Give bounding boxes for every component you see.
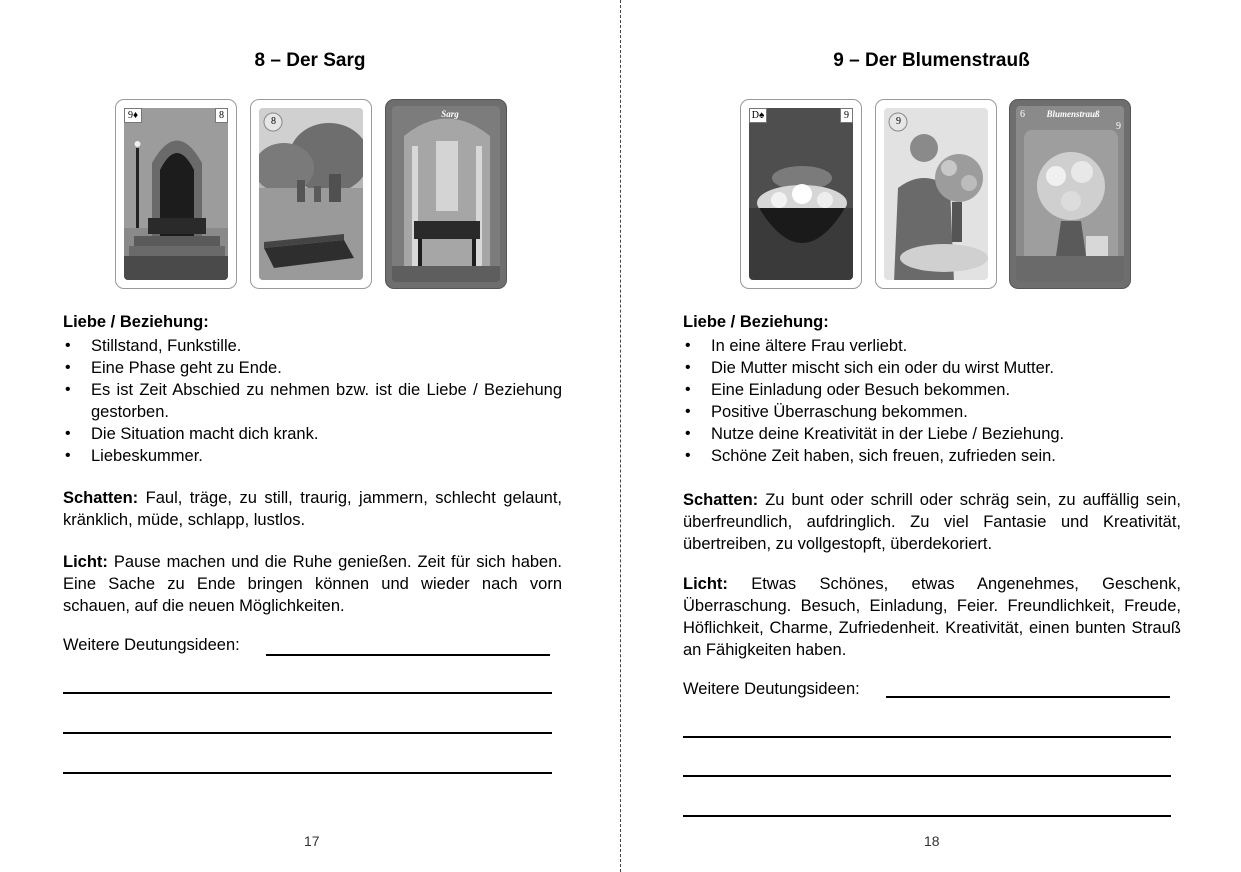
list-item: • Nutze deine Kreativität in der Liebe / Beziehung. [683, 423, 1181, 445]
write-line [886, 696, 1170, 698]
light-label: Licht: [63, 553, 108, 571]
list-item: • Eine Phase geht zu Ende. [63, 357, 562, 379]
section-heading: Liebe / Beziehung: [683, 313, 829, 331]
card-corner-right: 9 [840, 108, 853, 123]
card-badge: 8 [271, 116, 276, 127]
shadow-text: Faul, träge, zu still, traurig, jammern, schlecht gelaunt, kränklich, müde, schlapp, lustlos. [63, 489, 562, 529]
card-image [385, 99, 507, 289]
write-line [683, 815, 1171, 817]
shadow-text: Zu bunt oder schrill oder schräg sein, zu auffällig sein, überfreundlich, aufdringlich. Zu viel Fantasie und Kreativität, übertreiben, zu vollgestopft, überdekoriert. [683, 491, 1181, 553]
list-item: • Stillstand, Funkstille. [63, 335, 562, 357]
light-section [63, 551, 562, 617]
light-text: Pause machen und die Ruhe genießen. Zeit für sich haben. Eine Sache zu Ende bringen können und wieder nach vorn schauen, auf die neuen Möglichkeiten. [63, 553, 562, 615]
write-line [683, 775, 1171, 777]
page-left [0, 0, 620, 872]
write-line [683, 736, 1171, 738]
page-divider [620, 0, 621, 872]
card-image [250, 99, 372, 289]
section-heading: Liebe / Beziehung: [63, 313, 209, 331]
love-section [63, 311, 562, 467]
write-line [63, 732, 552, 734]
flower-bowl-icon [749, 108, 853, 280]
page-number: 17 [304, 833, 320, 849]
shadow-label: Schatten: [63, 489, 139, 507]
write-line [266, 654, 550, 656]
love-section [683, 311, 1181, 467]
card-image [875, 99, 997, 289]
page-number: 18 [924, 833, 940, 849]
light-section [683, 573, 1181, 661]
card-image [1009, 99, 1131, 289]
coffin-arch-icon [124, 108, 228, 280]
shadow-section [683, 489, 1181, 555]
card-corner-right: 8 [215, 108, 228, 123]
shadow-label: Schatten: [683, 491, 759, 509]
list-item: • Die Mutter mischt sich ein oder du wirst Mutter. [683, 357, 1181, 379]
light-label: Licht: [683, 575, 728, 593]
card-banner: Blumenstrauß [1046, 109, 1100, 119]
list-item: • Es ist Zeit Abschied zu nehmen bzw. ist die Liebe / Beziehung gestorben. [63, 379, 562, 423]
card-corner-left: 6 [1020, 109, 1025, 120]
coffin-graveyard-icon [259, 108, 363, 280]
write-line [63, 692, 552, 694]
list-item: • Schöne Zeit haben, sich freuen, zufrieden sein. [683, 445, 1181, 467]
flower-vase-icon [1016, 106, 1124, 282]
list-item: • Positive Überraschung bekommen. [683, 401, 1181, 423]
card-image [115, 99, 237, 289]
list-item: • Eine Einladung oder Besuch bekommen. [683, 379, 1181, 401]
further-ideas-label: Weitere Deutungsideen: [683, 680, 860, 698]
write-line [63, 772, 552, 774]
page-title: 8 – Der Sarg [254, 50, 366, 71]
list-item: • Liebeskummer. [63, 445, 562, 467]
shadow-section [63, 487, 562, 531]
card-image [740, 99, 862, 289]
page-right [622, 0, 1241, 872]
love-list [63, 335, 562, 467]
love-list [683, 335, 1181, 467]
page-title: 9 – Der Blumenstrauß [833, 50, 1030, 71]
card-badge: 9 [896, 116, 901, 127]
list-item: • Die Situation macht dich krank. [63, 423, 562, 445]
list-item: • In eine ältere Frau verliebt. [683, 335, 1181, 357]
card-banner: Sarg [441, 109, 459, 119]
light-text: Etwas Schönes, etwas Angenehmes, Geschenk, Überraschung. Besuch, Einladung, Feier. Freundlichkeit, Freude, Höflichkeit, Charme, Zufriedenheit. Kreativität, einen bunten Strauß an Fähigkeiten haben. [683, 575, 1181, 659]
coffin-chapel-icon [392, 106, 500, 282]
card-corner-left: D♠ [749, 108, 767, 123]
further-ideas-label: Weitere Deutungsideen: [63, 636, 240, 654]
card-corner-right: 9 [1116, 121, 1121, 132]
woman-bouquet-icon [884, 108, 988, 280]
card-corner-left: 9♦ [124, 108, 142, 123]
